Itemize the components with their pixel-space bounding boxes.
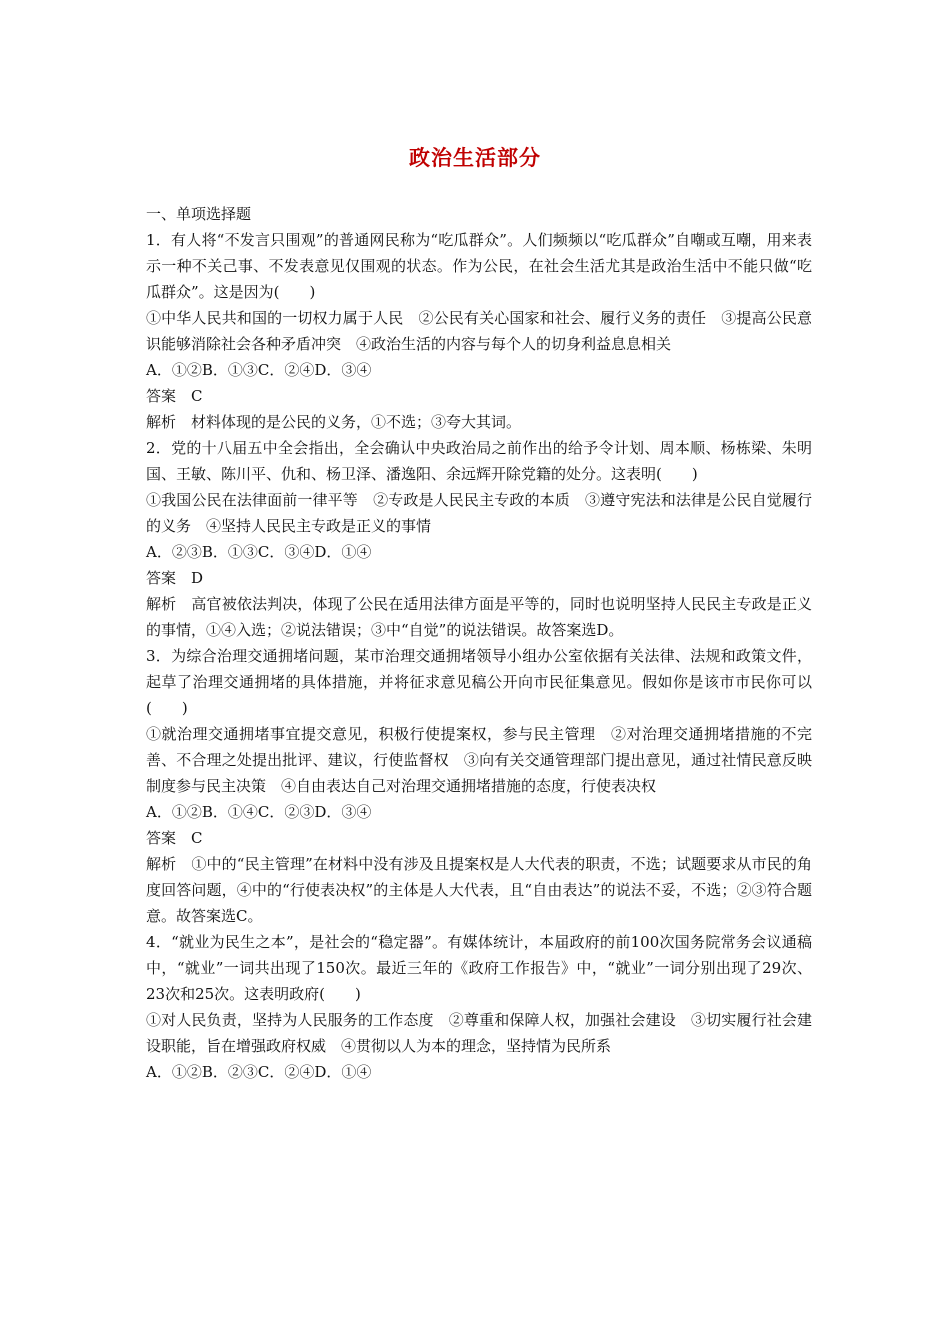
answer-choices: A．①②B．①④C．②③D．③④ xyxy=(146,803,372,821)
analysis-line: 解析 高官被依法判决，体现了公民在适用法律方面是平等的，同时也说明坚持人民民主专政是正义的事情，①④入选；②说法错误；③中“自觉”的说法错误。故答案选D。 xyxy=(146,595,812,639)
answer-line: 答案 C xyxy=(146,387,203,405)
question-options: ①就治理交通拥堵事宜提交意见，积极行使提案权，参与民主管理 ②对治理交通拥堵措施的不完善、不合理之处提出批评、建议，行使监督权 ③向有关交通管理部门提出意见，通过社情民意反映制度参与民主决策 ④自由表达自己对治理交通拥堵措施的态度，行使表决权 xyxy=(146,725,812,795)
question-stem: 2．党的十八届五中全会指出，全会确认中央政治局之前作出的给予令计划、周本顺、杨栋梁、朱明国、王敏、陈川平、仇和、杨卫泽、潘逸阳、余远辉开除党籍的处分。这表明( ) xyxy=(146,439,812,483)
analysis-line: 解析 材料体现的是公民的义务，①不选；③夸大其词。 xyxy=(146,413,522,431)
question-options: ①我国公民在法律面前一律平等 ②专政是人民民主专政的本质 ③遵守宪法和法律是公民自觉履行的义务 ④坚持人民民主专政是正义的事情 xyxy=(146,491,812,535)
analysis-line: 解析 ①中的“民主管理”在材料中没有涉及且提案权是人大代表的职责，不选；试题要求从市民的角度回答问题，④中的“行使表决权”的主体是人大代表，且“自由表达”的说法不妥，不选；②③符合题意。故答案选C。 xyxy=(146,855,812,925)
section-heading: 一、单项选择题 xyxy=(146,205,252,223)
question-options: ①中华人民共和国的一切权力属于人民 ②公民有关心国家和社会、履行义务的责任 ③提高公民意识能够消除社会各种矛盾冲突 ④政治生活的内容与每个人的切身利益息息相关 xyxy=(146,309,812,353)
answer-line: 答案 C xyxy=(146,829,203,847)
page-title: 政治生活部分 xyxy=(409,146,541,170)
question-stem: 3．为综合治理交通拥堵问题，某市治理交通拥堵领导小组办公室依据有关法律、法规和政策文件，起草了治理交通拥堵的具体措施，并将征求意见稿公开向市民征集意见。假如你是该市市民你可以( ) xyxy=(146,647,812,717)
answer-choices: A．②③B．①③C．③④D．①④ xyxy=(146,543,372,561)
question-options: ①对人民负责，坚持为人民服务的工作态度 ②尊重和保障人权，加强社会建设 ③切实履行社会建设职能，旨在增强政府权威 ④贯彻以人为本的理念，坚持情为民所系 xyxy=(146,1011,812,1055)
answer-choices: A．①②B．②③C．②④D．①④ xyxy=(146,1063,372,1081)
question-stem: 1．有人将“不发言只围观”的普通网民称为“吃瓜群众”。人们频频以“吃瓜群众”自嘲或互嘲，用来表示一种不关己事、不发表意见仅围观的状态。作为公民，在社会生活尤其是政治生活中不能只做“吃瓜群众”。这是因为( ) xyxy=(146,231,812,301)
question-stem: 4．“就业为民生之本”，是社会的“稳定器”。有媒体统计，本届政府的前100次国务院常务会议通稿中，“就业”一词共出现了150次。最近三年的《政府工作报告》中，“就业”一词分别出现了29次、23次和25次。这表明政府( ) xyxy=(146,933,812,1003)
question-list xyxy=(146,201,812,1085)
answer-choices: A．①②B．①③C．②④D．③④ xyxy=(146,361,372,379)
answer-line: 答案 D xyxy=(146,569,204,587)
